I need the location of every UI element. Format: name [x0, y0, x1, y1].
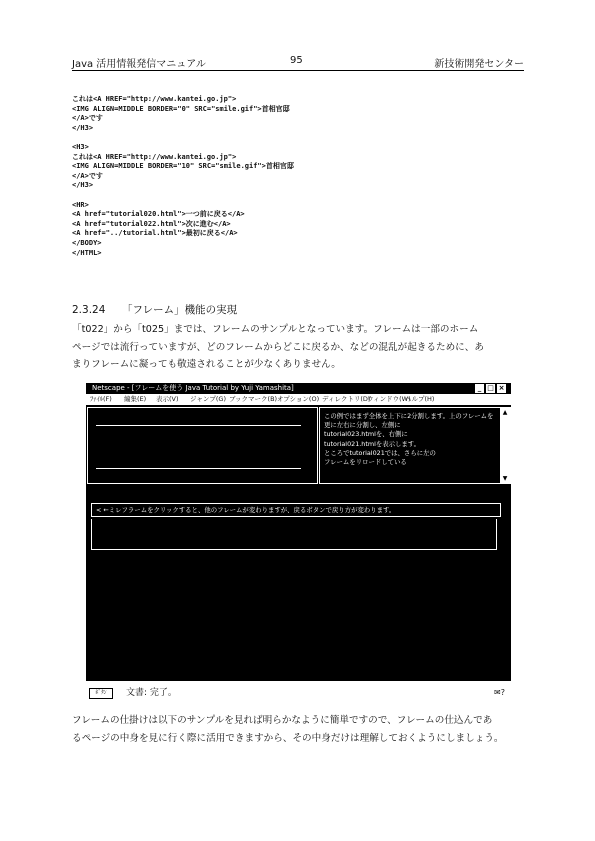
minimize-button[interactable]: _ [475, 384, 484, 393]
text-line: <A href="tutorial020.html">一つ前に戻る</A> [72, 210, 245, 219]
status-bar [86, 686, 511, 700]
text-line: tutorial023.htmlを、右側に [324, 430, 408, 439]
close-button[interactable]: × [498, 384, 505, 392]
paragraph-outro [72, 712, 524, 747]
text-line: tutorial021.htmlを表示します。 [324, 439, 421, 448]
menu-item[interactable]: ディレクトリ(D) [322, 395, 371, 403]
text-line: </H3> [72, 181, 94, 190]
status-icon: ﾎﾞﾀﾝ [89, 688, 113, 699]
frame-left [87, 407, 318, 484]
frame-content-box [91, 519, 497, 550]
page-header [72, 55, 524, 69]
text-line: ページでは流行っていますが、どのフレームからどこに戻るか、などの混乱が起きるために、あ [72, 341, 484, 353]
scroll-up-icon[interactable]: ▲ [502, 409, 508, 416]
text-line: これは<A HREF="http://www.kantei.go.jp"> [72, 152, 237, 161]
section-number: 2.3.24 [72, 304, 106, 316]
frame-bottom [87, 486, 509, 679]
frame-notice: < ←ミレフラームをクリックすると、他のフレームが変わりますが、戻るボタンで戻り方が変わります。 [91, 503, 501, 517]
window-titlebar [86, 383, 511, 394]
header-right: 新技術開発センター [434, 59, 524, 70]
text-line: まりフレームに凝っても敬遠されることが少なくありません。 [72, 359, 341, 370]
browser-client-area [86, 406, 511, 681]
menu-item[interactable]: ジャンプ(G) [190, 395, 226, 403]
link-underline[interactable] [96, 468, 301, 469]
menu-item[interactable]: ﾌｧｲﾙ(F) [90, 395, 112, 403]
text-line [72, 133, 294, 143]
link-underline[interactable] [96, 425, 301, 426]
text-line: <A href="tutorial022.html">次に進む</A> [72, 219, 231, 228]
text-line: <HR> [72, 200, 89, 209]
scroll-down-icon[interactable]: ▼ [502, 475, 508, 482]
text-line: フレームの仕掛けは以下のサンプルを見れば明らかなように簡単ですので、フレームの仕込んであ [72, 715, 493, 726]
menu-item[interactable]: ウィンドウ(W) [367, 395, 411, 403]
header-rule [72, 70, 524, 71]
text-line: この例ではまず全体を上下に2分割します。上のフレームを更に左右に分割し、左側に [324, 412, 494, 430]
menu-item[interactable]: 表示(V) [156, 395, 179, 403]
text-line: <A href="../tutorial.html">最初に戻る</A> [72, 229, 238, 238]
text-line: これは<A HREF="http://www.kantei.go.jp"> [72, 95, 237, 103]
text-line: </A>です [72, 114, 103, 123]
menu-item[interactable]: 編集(E) [124, 395, 147, 403]
code-listing [72, 95, 294, 258]
text-line [72, 191, 294, 201]
text-line: るページの中身を見に行く際に活用できますから、その中身だけは理解しておくようにしましょう。 [72, 732, 504, 744]
text-line: <IMG ALIGN=MIDDLE BORDER="10" SRC="smile.gif">首相官邸 [72, 162, 294, 171]
text-line: </HTML> [72, 248, 102, 257]
maximize-button[interactable]: □ [487, 384, 494, 392]
header-left: Java 活用情報発信マニュアル [72, 59, 206, 70]
frame-right [319, 407, 511, 484]
text-line: <H3> [72, 142, 89, 151]
section-title: 「フレーム」機能の実現 [122, 304, 238, 316]
paragraph-intro [72, 321, 524, 374]
text-line: フレームをリロードしている [324, 458, 407, 467]
status-text: 文書: 完了。 [126, 688, 177, 698]
window-title: Netscape - [フレームを使う Java Tutorial by Yuji Yamashita] [92, 384, 294, 392]
mail-icon[interactable]: ✉? [494, 688, 505, 697]
text-line: ところでtutorial021では、さらに左の [324, 448, 436, 457]
scrollbar[interactable] [500, 408, 510, 483]
text-line: </H3> [72, 123, 94, 132]
browser-screenshot [86, 383, 511, 703]
menu-item[interactable]: ブックマーク(B) [229, 395, 278, 403]
section-heading [72, 302, 237, 317]
text-line: <IMG ALIGN=MIDDLE BORDER="0" SRC="smile.gif">首相官邸 [72, 104, 290, 113]
text-line: 「t022」から「t025」までは、フレームのサンプルとなっています。フレームは一部のホーム [72, 324, 479, 335]
menu-bar [86, 394, 511, 406]
text-line: </BODY> [72, 238, 102, 247]
text-line: </A>です [72, 171, 103, 180]
menu-item[interactable]: オプション(O) [277, 395, 320, 403]
menu-item[interactable]: ヘルプ(H) [405, 395, 435, 403]
frame-right-text [324, 412, 494, 467]
page-number: 95 [290, 55, 303, 66]
